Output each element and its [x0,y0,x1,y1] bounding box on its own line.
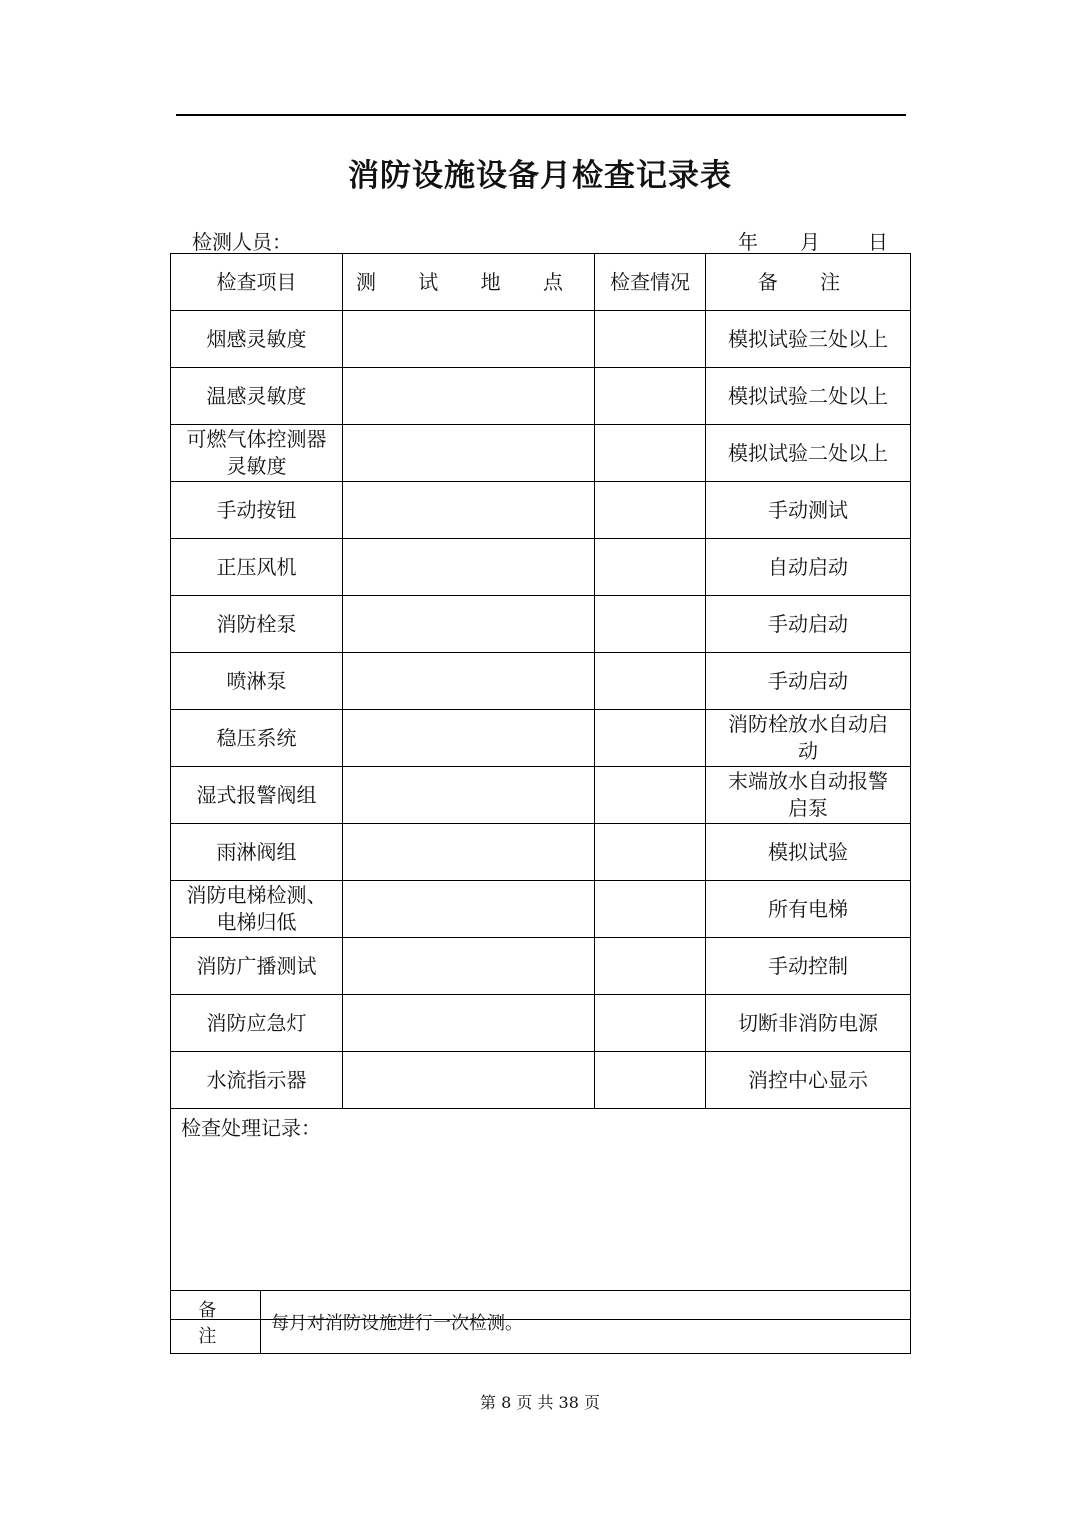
row-item: 雨淋阀组 [171,824,343,881]
page-footer: 第 8 页 共 38 页 [480,1393,600,1412]
col-header-item: 检查项目 [171,254,343,311]
row-item: 水流指示器 [171,1052,343,1109]
date-year: 年 [738,230,758,254]
table-row [171,539,911,596]
row-location[interactable] [343,425,595,482]
row-location[interactable] [343,995,595,1052]
inspection-table [170,253,911,1320]
table-row [171,767,911,824]
row-remark: 手动控制 [706,938,911,995]
row-status[interactable] [595,596,706,653]
row-location[interactable] [343,824,595,881]
row-remark: 切断非消防电源 [706,995,911,1052]
table-row [171,710,911,767]
row-location[interactable] [343,767,595,824]
table-row [171,653,911,710]
table-row [171,995,911,1052]
note-text: 每月对消防设施进行一次检测。 [261,1291,911,1354]
row-remark: 所有电梯 [706,881,911,938]
row-remark: 模拟试验 [706,824,911,881]
date-month: 月 [800,230,820,254]
table-row [171,596,911,653]
row-item: 消防应急灯 [171,995,343,1052]
row-item: 消防电梯检测、 电梯归低 [171,881,343,938]
row-status[interactable] [595,1052,706,1109]
row-item: 温感灵敏度 [171,368,343,425]
row-item: 正压风机 [171,539,343,596]
row-location[interactable] [343,596,595,653]
table-row [171,824,911,881]
row-status[interactable] [595,710,706,767]
col-header-remark: 备 注 [706,254,911,311]
table-row [171,482,911,539]
row-remark: 手动测试 [706,482,911,539]
record-label: 检查处理记录： [181,1116,321,1140]
row-remark: 模拟试验二处以上 [706,425,911,482]
table-row [171,311,911,368]
table-row [171,1052,911,1109]
row-status[interactable] [595,824,706,881]
row-status[interactable] [595,482,706,539]
row-remark: 自动启动 [706,539,911,596]
col-header-status: 检查情况 [595,254,706,311]
row-location[interactable] [343,539,595,596]
row-item: 消防广播测试 [171,938,343,995]
row-remark: 手动启动 [706,596,911,653]
row-remark: 消控中心显示 [706,1052,911,1109]
table-row [171,425,911,482]
row-status[interactable] [595,311,706,368]
row-item: 消防栓泵 [171,596,343,653]
row-remark: 模拟试验三处以上 [706,311,911,368]
row-remark: 消防栓放水自动启 动 [706,710,911,767]
row-status[interactable] [595,938,706,995]
row-location[interactable] [343,881,595,938]
row-item: 手动按钮 [171,482,343,539]
row-item: 稳压系统 [171,710,343,767]
top-rule [176,114,906,116]
row-item: 喷淋泵 [171,653,343,710]
row-location[interactable] [343,938,595,995]
row-location[interactable] [343,311,595,368]
row-status[interactable] [595,767,706,824]
row-item: 湿式报警阀组 [171,767,343,824]
row-status[interactable] [595,425,706,482]
row-status[interactable] [595,995,706,1052]
row-location[interactable] [343,710,595,767]
row-remark: 模拟试验二处以上 [706,368,911,425]
note-label: 备 注 [171,1291,261,1354]
table-row [171,368,911,425]
row-location[interactable] [343,653,595,710]
row-remark: 末端放水自动报警 启泵 [706,767,911,824]
col-header-location: 测 试 地 点 [343,254,595,311]
row-item: 可燃气体控测器 灵敏度 [171,425,343,482]
row-status[interactable] [595,539,706,596]
table-row [171,881,911,938]
date-line [738,226,888,255]
row-location[interactable] [343,368,595,425]
row-location[interactable] [343,482,595,539]
table-header-row [171,254,911,311]
table-row [171,938,911,995]
row-location[interactable] [343,1052,595,1109]
row-remark: 手动启动 [706,653,911,710]
record-cell[interactable] [171,1109,911,1320]
row-status[interactable] [595,653,706,710]
row-item: 烟感灵敏度 [171,311,343,368]
page-title: 消防设施设备月检查记录表 [348,158,732,194]
table-body [171,311,911,1109]
note-table [170,1290,911,1354]
row-status[interactable] [595,881,706,938]
inspector-label: 检测人员： [192,230,292,254]
row-status[interactable] [595,368,706,425]
date-day: 日 [868,230,888,254]
